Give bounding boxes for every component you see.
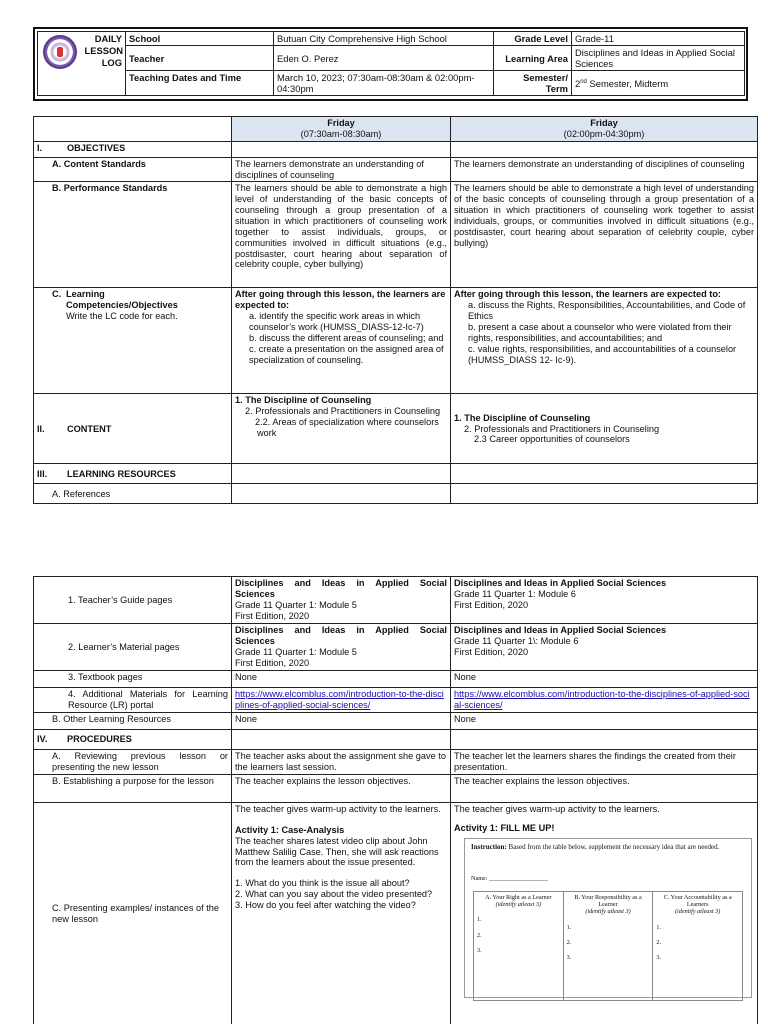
learners-material-col1 bbox=[232, 624, 451, 671]
content-standards-label: A. Content Standards bbox=[34, 157, 232, 182]
grade-level-value: Grade-11 bbox=[572, 32, 745, 46]
competencies-col1 bbox=[232, 288, 451, 394]
dll-title-line: LESSON bbox=[84, 44, 124, 56]
col-day: Friday bbox=[327, 118, 355, 128]
ref-title: Disciplines and Ideas in Applied Social Sciences bbox=[235, 578, 447, 599]
ref-line: Grade 11 Quarter 1\: Module 6 bbox=[454, 635, 579, 646]
competency-item: a. identify the specific work areas in which counselor’s work (HUMSS_DIASS-12-Ic-7) bbox=[249, 311, 424, 333]
lr-portal-link[interactable]: https://www.elcomblus.com/introduction-to-the-disciplines-of-applied-social-sciences/ bbox=[454, 689, 750, 710]
ref-line: First Edition, 2020 bbox=[235, 610, 310, 621]
competency-item: b. discuss the different areas of counseling; and bbox=[249, 332, 444, 343]
performance-standards-col2: The learners should be able to demonstrate a high level of understanding of the basic concepts of counseling through a group presentation of a situation in which practitioners of counseling work together to assist individuals, groups, or communities involved in difficult situations (e.g., postdisaster, court hearing about separation of celebrity couple, cyber bullying) bbox=[451, 182, 758, 288]
question: 3. How do you feel after watching the video? bbox=[235, 900, 416, 911]
deped-seal-cell bbox=[38, 32, 82, 96]
instruction-label: Instruction: bbox=[471, 842, 507, 851]
teachers-guide-col1 bbox=[232, 577, 451, 624]
empty-cell bbox=[451, 730, 758, 750]
ref-line: First Edition, 2020 bbox=[235, 657, 310, 668]
reviewing-label: A. Reviewing previous lesson or presenting the new lesson bbox=[34, 750, 232, 775]
presenting-examples-col2 bbox=[451, 803, 758, 1024]
blank-head bbox=[34, 117, 232, 142]
worksheet-num: 1. bbox=[656, 923, 661, 931]
school-label: School bbox=[126, 32, 274, 46]
instruction-text: Based from the table below, supplement the necessary idea that are needed. bbox=[508, 842, 720, 851]
worksheet-table bbox=[473, 891, 743, 1001]
col-day: Friday bbox=[590, 118, 618, 128]
purpose-col2: The teacher explains the lesson objectives. bbox=[451, 775, 758, 803]
empty-cell bbox=[232, 141, 451, 157]
semester-suffix: nd bbox=[580, 78, 587, 85]
empty-cell bbox=[232, 730, 451, 750]
competencies-letter: C. bbox=[52, 289, 62, 300]
section-number: III. bbox=[37, 468, 48, 479]
content-line: work bbox=[257, 428, 277, 439]
teacher-label: Teacher bbox=[126, 46, 274, 71]
competency-item: c. create a presentation on the assigned area of specialization of counseling. bbox=[249, 343, 444, 365]
ref-title: Disciplines and Ideas in Applied Social Sciences bbox=[454, 578, 667, 588]
worksheet-name-line: Name: ___________________ bbox=[471, 874, 548, 882]
dates-label: Teaching Dates and Time bbox=[126, 71, 274, 96]
school-value: Butuan City Comprehensive High School bbox=[274, 32, 494, 46]
empty-cell bbox=[232, 464, 451, 484]
references-label: A. References bbox=[34, 484, 232, 504]
col-head-2 bbox=[451, 117, 758, 142]
grade-level-label: Grade Level bbox=[494, 32, 572, 46]
content-title: 1. The Discipline of Counseling bbox=[454, 412, 591, 423]
other-resources-col2: None bbox=[451, 713, 758, 730]
competencies-intro: After going through this lesson, the learners are expected to: bbox=[235, 289, 446, 311]
empty-cell bbox=[451, 464, 758, 484]
worksheet-num: 1. bbox=[477, 916, 482, 924]
activity-title: Activity 1: Case-Analysis bbox=[235, 824, 345, 835]
worksheet-num: 3. bbox=[656, 954, 661, 962]
worksheet-col-accountability bbox=[653, 892, 742, 1000]
content-line: 2. Professionals and Practitioners in Counseling bbox=[245, 406, 441, 417]
additional-materials-col1 bbox=[232, 688, 451, 713]
header-table bbox=[37, 31, 745, 96]
section-label: PROCEDURES bbox=[67, 734, 132, 745]
dll-table-page2 bbox=[33, 576, 758, 1024]
competencies-note: Write the LC code for each. bbox=[66, 311, 178, 322]
content-standards-col1: The learners demonstrate an understanding of disciplines of counseling bbox=[232, 157, 451, 182]
purpose-label: B. Establishing a purpose for the lesson bbox=[34, 775, 232, 803]
content-line: 2. Professionals and Practitioners in Counseling bbox=[464, 423, 660, 434]
question: 2. What can you say about the video presented? bbox=[235, 889, 433, 900]
resources-heading bbox=[34, 464, 232, 484]
lr-portal-link[interactable]: https://www.elcomblus.com/introduction-to-the-disciplines-of-applied-social-sciences/ bbox=[235, 689, 444, 710]
other-resources-col1: None bbox=[232, 713, 451, 730]
content-col1 bbox=[232, 394, 451, 464]
semester-value bbox=[572, 71, 745, 96]
semester-label-line: Semester/ bbox=[523, 72, 568, 84]
learners-material-col2 bbox=[451, 624, 758, 671]
ref-line: Grade 11 Quarter 1: Module 6 bbox=[454, 588, 576, 599]
dates-value: March 10, 2023; 07:30am-08:30am & 02:00pm-04:30pm bbox=[274, 71, 494, 96]
semester-label bbox=[494, 71, 572, 96]
section-number: I. bbox=[37, 142, 43, 153]
col-time: (07:30am-08:30am) bbox=[300, 128, 382, 139]
lesson-log-header bbox=[33, 27, 748, 101]
section-label: CONTENT bbox=[67, 423, 112, 434]
worksheet-col-responsibility bbox=[564, 892, 654, 1000]
worksheet-num: 3. bbox=[566, 954, 572, 962]
procedures-heading bbox=[34, 730, 232, 750]
content-line: 2.2. Areas of specialization where counselors bbox=[255, 417, 439, 428]
worksheet-col-sub: (identify atleast 3) bbox=[674, 908, 721, 916]
ref-line: First Edition, 2020 bbox=[454, 646, 529, 657]
worksheet-col-head: A. Your Right as a Learner bbox=[485, 893, 552, 901]
section-number: IV. bbox=[37, 734, 48, 745]
col-time: (02:00pm-04:30pm) bbox=[563, 128, 645, 139]
teachers-guide-label: 1. Teacher’s Guide pages bbox=[34, 577, 232, 624]
activity-description: The teacher shares latest video clip about John Matthew Salilig Case. Then, she will ask reactions from the learners about the issue presented. bbox=[235, 835, 439, 868]
worksheet-col-rights bbox=[474, 892, 564, 1000]
competencies-intro: After going through this lesson, the learners are expected to: bbox=[454, 289, 721, 300]
presenting-examples-col1 bbox=[232, 803, 451, 1024]
reviewing-col1: The teacher asks about the assignment she gave to the learners last session. bbox=[232, 750, 451, 775]
performance-standards-label: B. Performance Standards bbox=[34, 182, 232, 288]
objectives-heading bbox=[34, 141, 232, 157]
semester-label-line: Term bbox=[545, 83, 568, 95]
learning-area-value: Disciplines and Ideas in Applied Social Sciences bbox=[572, 46, 745, 71]
warmup-text: The teacher gives warm-up activity to the learners. bbox=[454, 804, 660, 814]
activity-worksheet-image bbox=[464, 838, 752, 998]
ref-title: Disciplines and Ideas in Applied Social Sciences bbox=[454, 625, 667, 635]
worksheet-col-head: B. Your Responsibility as a Learner bbox=[574, 893, 642, 909]
activity-title: Activity 1: FILL ME UP! bbox=[454, 822, 555, 833]
deped-seal-icon bbox=[43, 35, 77, 69]
col-head-1 bbox=[232, 117, 451, 142]
reviewing-col2: The teacher let the learners shares the findings the created from their presentation. bbox=[451, 750, 758, 775]
competency-item: a. discuss the Rights, Responsibilities, Accountabilities, and Code of Ethics bbox=[468, 300, 746, 322]
competency-item: b. present a case about a counselor who were violated from their rights, responsibilities, and accountabilities; and bbox=[468, 322, 732, 343]
section-label: OBJECTIVES bbox=[67, 142, 126, 153]
ref-title: Disciplines and Ideas in Applied Social Sciences bbox=[235, 625, 447, 646]
purpose-col1: The teacher explains the lesson objectives. bbox=[232, 775, 451, 803]
empty-cell bbox=[232, 484, 451, 504]
performance-standards-col1: The learners should be able to demonstrate a high level of understanding of the basic concepts of counseling through a group presentation of a situation in which practitioners of counseling work together to assist individuals, groups, or communities involved in difficult situations (e.g., postdisaster, court hearing about separation of celebrity couple, cyber bullying) bbox=[232, 182, 451, 288]
content-standards-col2: The learners demonstrate an understanding of disciplines of counseling bbox=[451, 157, 758, 182]
question: 1. What do you think is the issue all about? bbox=[235, 878, 410, 889]
worksheet-instruction bbox=[471, 843, 745, 851]
learners-material-label: 2. Learner’s Material pages bbox=[34, 624, 232, 671]
competencies-label-line: Competencies/Objectives bbox=[66, 300, 178, 311]
teachers-guide-col2 bbox=[451, 577, 758, 624]
dll-title bbox=[82, 32, 126, 96]
textbook-col2: None bbox=[451, 671, 758, 688]
competencies-label bbox=[34, 288, 232, 394]
dll-title-line: LOG bbox=[101, 56, 122, 68]
worksheet-num: 2. bbox=[656, 938, 661, 946]
semester-number: 2 bbox=[575, 77, 581, 89]
section-number: II. bbox=[37, 423, 45, 434]
competencies-col2 bbox=[451, 288, 758, 394]
semester-text: Semester, Midterm bbox=[586, 77, 669, 89]
content-line: 2.3 Career opportunities of counselors bbox=[474, 434, 630, 445]
teacher-value: Eden O. Perez bbox=[274, 46, 494, 71]
worksheet-num: 3. bbox=[477, 946, 482, 954]
worksheet-num: 2. bbox=[477, 931, 482, 939]
additional-materials-label: 4. Additional Materials for Learning Resource (LR) portal bbox=[34, 688, 232, 713]
worksheet-num: 2. bbox=[566, 938, 572, 946]
dll-title-line: DAILY bbox=[94, 33, 122, 44]
competencies-label-line: Learning bbox=[66, 289, 105, 300]
textbook-label: 3. Textbook pages bbox=[34, 671, 232, 688]
content-heading bbox=[34, 394, 232, 464]
other-resources-label: B. Other Learning Resources bbox=[34, 713, 232, 730]
worksheet-col-sub: (identify atleast 3) bbox=[495, 901, 542, 909]
additional-materials-col2 bbox=[451, 688, 758, 713]
content-col2 bbox=[451, 394, 758, 464]
ref-line: First Edition, 2020 bbox=[454, 599, 529, 610]
worksheet-col-sub: (identify atleast 3) bbox=[585, 908, 631, 916]
textbook-col1: None bbox=[232, 671, 451, 688]
warmup-text: The teacher gives warm-up activity to the learners. bbox=[235, 804, 441, 814]
content-title: 1. The Discipline of Counseling bbox=[235, 395, 372, 406]
empty-cell bbox=[451, 141, 758, 157]
ref-line: Grade 11 Quarter 1: Module 5 bbox=[235, 599, 357, 610]
empty-cell bbox=[451, 484, 758, 504]
ref-line: Grade 11 Quarter 1: Module 5 bbox=[235, 646, 357, 657]
worksheet-num: 1. bbox=[566, 923, 572, 931]
worksheet-col-head: C. Your Accountability as a Learners bbox=[663, 893, 732, 909]
learning-area-label: Learning Area bbox=[494, 46, 572, 71]
presenting-examples-label: C. Presenting examples/ instances of the new lesson bbox=[34, 803, 232, 1024]
section-label: LEARNING RESOURCES bbox=[67, 468, 176, 479]
competency-item: c. value rights, responsibilities, and accountabilities of a counselor (HUMSS_DIASS 12- Ic-9). bbox=[468, 343, 737, 365]
dll-table-page1 bbox=[33, 116, 758, 504]
